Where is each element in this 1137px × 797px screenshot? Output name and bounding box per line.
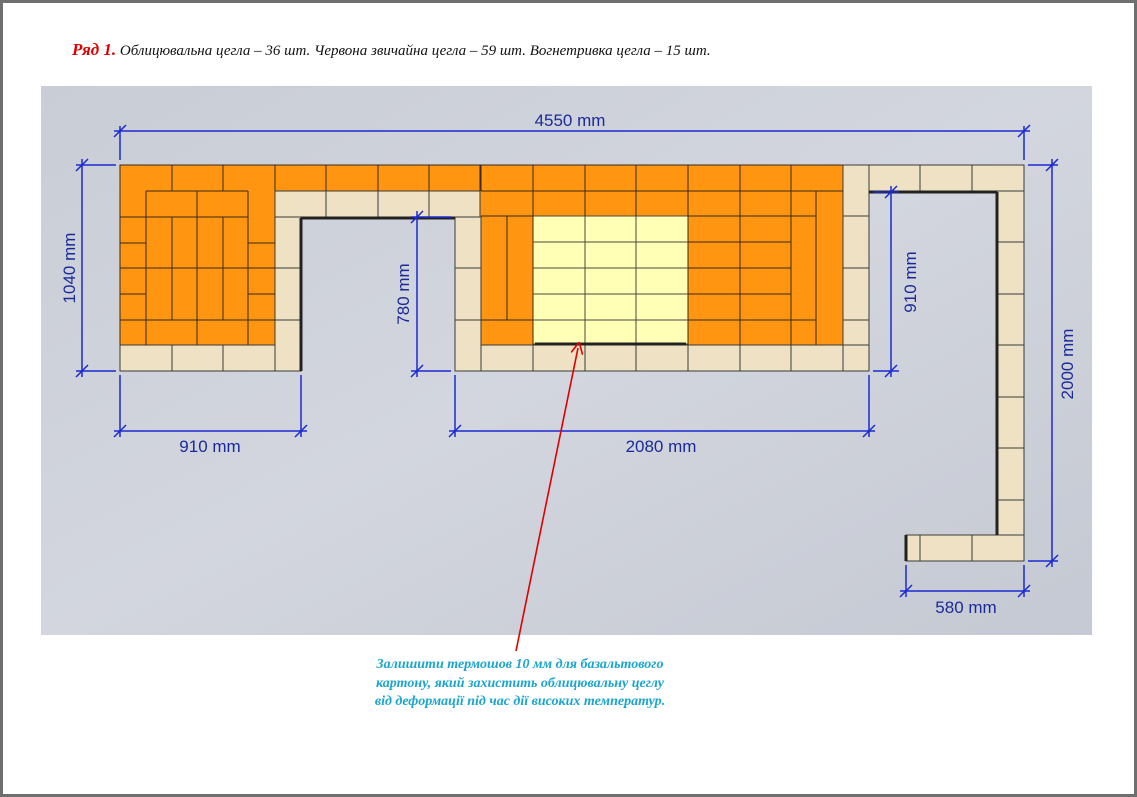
dim-total-width: 4550 mm: [534, 111, 606, 130]
fireclay-brick-area: [533, 216, 688, 344]
heading-description: Облицювальна цегла – 36 шт. Червона звичайна цегла – 59 шт. Вогнетривка цегла – 15 шт.: [119, 43, 711, 59]
dim-left-width: 910 mm: [179, 437, 241, 456]
note-text: Залишити термошов 10 мм для базальтового картону, який захистить облицювальну цеглу від деформації під час дії високих температур.: [374, 657, 666, 709]
row-label: Ряд 1.: [72, 40, 117, 59]
dim-left-height: 1040 mm: [60, 232, 79, 304]
dim-opening-height: 780 mm: [394, 263, 413, 325]
dim-right-width: 580 mm: [935, 598, 997, 617]
dim-middle-width: 2080 mm: [625, 437, 697, 456]
dim-right-height: 2000 mm: [1058, 328, 1077, 400]
dim-right-opening-height: 910 mm: [901, 251, 920, 313]
